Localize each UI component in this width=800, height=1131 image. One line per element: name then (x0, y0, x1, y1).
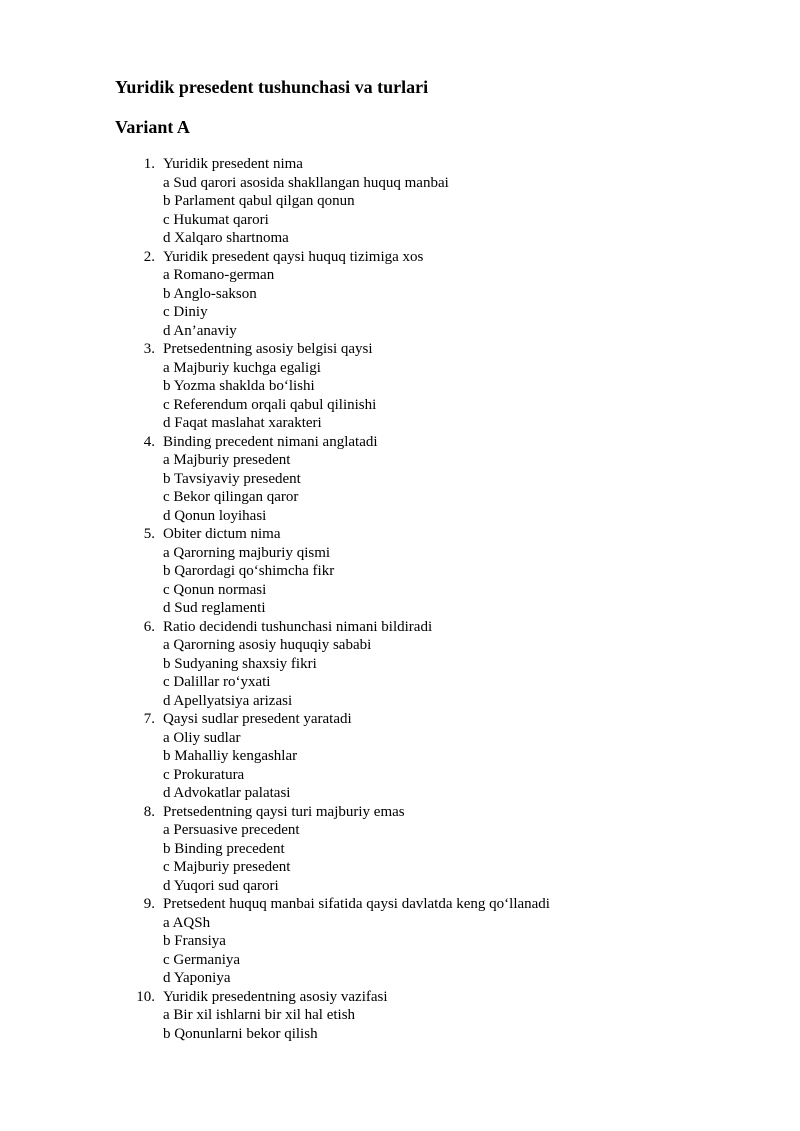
answer-option: b Tavsiyaviy presedent (163, 470, 301, 487)
question-number: 5. (143, 526, 155, 542)
answer-option: a Qarorning asosiy huquqiy sababi (163, 637, 372, 653)
answer-option: b Mahalliy kengashlar (163, 748, 298, 764)
question-text: Pretsedentning qaysi turi majburiy emas (163, 803, 405, 820)
question-item (0, 803, 800, 896)
question-text: Binding precedent nimani anglatadi (163, 433, 378, 450)
question-item (0, 710, 800, 803)
answer-option: a Romano-german (163, 267, 275, 283)
answer-option: b Qarordagi qo‘shimcha fikr (163, 563, 335, 579)
question-text: Obiter dictum nima (163, 526, 281, 542)
answer-option: a Persuasive precedent (163, 822, 300, 838)
answer-option: c Germaniya (163, 951, 241, 968)
question-number: 3. (143, 341, 155, 357)
answer-option: b Sudyaning shaxsiy fikri (163, 655, 317, 672)
answer-option: d An’anaviy (163, 322, 237, 339)
question-text: Yuridik presedent nima (163, 156, 303, 172)
question-number: 9. (143, 896, 155, 912)
question-number: 4. (143, 433, 155, 450)
question-number: 6. (143, 618, 155, 635)
question-item (0, 340, 800, 433)
document-title: Yuridik presedent tushunchasi va turlari (115, 77, 429, 97)
answer-option: b Qonunlarni bekor qilish (163, 1025, 318, 1042)
answer-option: c Qonun normasi (163, 581, 267, 598)
answer-option: b Anglo-sakson (163, 285, 257, 302)
question-number: 2. (143, 248, 155, 265)
question-text: Pretsedent huquq manbai sifatida qaysi davlatda keng qo‘llanadi (163, 896, 550, 912)
answer-option: c Hukumat qarori (163, 211, 269, 228)
question-text: Ratio decidendi tushunchasi nimani bildiradi (163, 618, 433, 635)
answer-option: a Majburiy presedent (163, 452, 291, 468)
variant-heading: Variant A (115, 117, 190, 137)
answer-option: c Majburiy presedent (163, 859, 291, 875)
answer-option: a Bir xil ishlarni bir xil hal etish (163, 1007, 356, 1023)
question-number: 1. (143, 156, 155, 172)
question-text: Qaysi sudlar presedent yaratadi (163, 711, 352, 727)
answer-option: c Prokuratura (163, 766, 245, 783)
question-item (0, 248, 800, 341)
question-item (0, 895, 800, 988)
answer-option: b Parlament qabul qilgan qonun (163, 193, 355, 209)
question-text: Yuridik presedentning asosiy vazifasi (163, 988, 388, 1005)
answer-option: a Majburiy kuchga egaligi (163, 359, 321, 376)
answer-option: b Binding precedent (163, 840, 285, 857)
question-number: 10. (136, 988, 155, 1005)
question-text: Yuridik presedent qaysi huquq tizimiga xos (163, 248, 424, 265)
answer-option: a Qarorning majburiy qismi (163, 544, 331, 561)
answer-option: c Referendum orqali qabul qilinishi (163, 396, 377, 413)
answer-option: d Faqat maslahat xarakteri (163, 415, 322, 431)
answer-option: a Sud qarori asosida shakllangan huquq manbai (163, 174, 449, 191)
answer-option: c Bekor qilingan qaror (163, 489, 299, 505)
question-list (0, 155, 800, 1043)
question-item (0, 155, 800, 248)
answer-option: c Diniy (163, 304, 208, 320)
question-number: 7. (143, 711, 155, 727)
answer-option: d Sud reglamenti (163, 600, 266, 616)
answer-option: d Qonun loyihasi (163, 507, 267, 524)
question-item (0, 525, 800, 618)
question-item (0, 988, 800, 1044)
question-text: Pretsedentning asosiy belgisi qaysi (163, 341, 373, 357)
answer-option: b Fransiya (163, 933, 226, 949)
answer-option: d Yaponiya (163, 970, 231, 986)
answer-option: d Yuqori sud qarori (163, 877, 279, 894)
answer-option: b Yozma shaklda bo‘lishi (163, 378, 315, 394)
question-number: 8. (143, 803, 155, 820)
answer-option: d Xalqaro shartnoma (163, 230, 289, 246)
answer-option: a Oliy sudlar (163, 729, 241, 746)
answer-option: c Dalillar ro‘yxati (163, 674, 271, 690)
answer-option: d Apellyatsiya arizasi (163, 692, 293, 709)
question-item (0, 433, 800, 526)
answer-option: d Advokatlar palatasi (163, 785, 291, 801)
question-item (0, 618, 800, 711)
answer-option: a AQSh (163, 914, 211, 931)
